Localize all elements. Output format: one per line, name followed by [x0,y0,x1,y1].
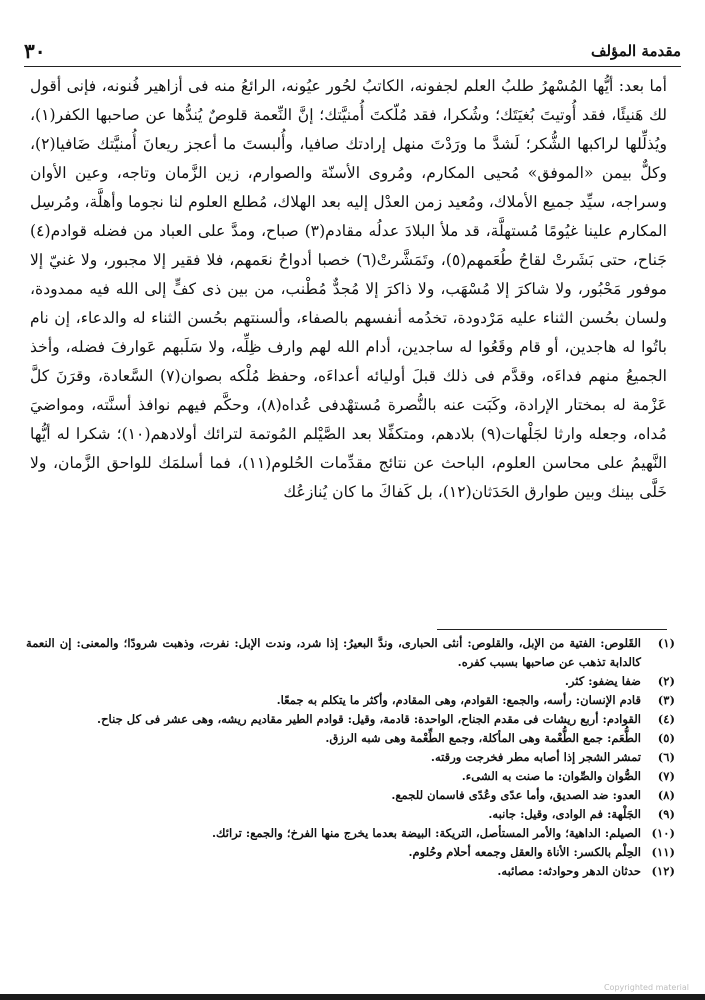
footnote-number: (١١) [651,845,675,859]
footnote-number: (١٠) [651,826,675,840]
footnote [26,672,675,691]
footnote-number: (٢) [657,674,675,688]
footnote-number: (١٢) [651,864,675,878]
footnote-text: القَلوص: الفتية من الإبل، والقلوص: أنثى الحبارى، وندَّ البعيرُ: إذا شرد، وندت الإبل: نفرت، وذهبت شرودًا؛ والمعنى: إن النعمة كالدابة تذهب عن صاحبها بسبب كفره. [26,636,641,669]
footnote [26,729,675,748]
footnote [26,767,675,786]
footnote-number: (١) [657,636,675,650]
footnote-number: (٥) [657,731,675,745]
footnote-number: (٤) [657,712,675,726]
footnote-number: (٣) [657,693,675,707]
footnotes [26,634,675,964]
page-header [24,36,681,66]
footnote [26,691,675,710]
footnote-number: (٩) [657,807,675,821]
footnote-text: القوادم: أربع ريشات فى مقدم الجناح، الواحدة: قادمة، وقيل: قوادم الطير مقاديم ريشه، وهى عشر فى كل جناح. [97,712,641,726]
footnote-text: الصُّوان والصِّوان: ما صنت به الشىء. [461,769,641,783]
footnote-text: العدو: ضد الصديق، وأما عدًى وعُدًى فاسمان للجمع. [391,788,641,802]
footnote-text: الصيلم: الداهية؛ والأمر المستأصل، التريكة: البيضة بعدما يخرج منها الفرخ؛ والجمع: ترائك. [211,826,641,840]
footnote-number: (٨) [657,788,675,802]
footnote-number: (٦) [657,750,675,764]
footnote-text: تمشر الشجر إذا أصابه مطر فخرجت ورقته. [430,750,641,764]
header-divider [24,66,681,67]
footnote [26,748,675,767]
footnote-text: حدثان الدهر وحوادثه: مصائبه. [497,864,641,878]
footnote-text: الطُّعَم: جمع الطُّعْمة وهى المأكلة، وجمع الطِّعْمة وهى شبه الرزق. [325,731,641,745]
copyright-watermark: Copyrighted material [603,983,689,992]
footnote [26,786,675,805]
main-text [30,72,667,612]
footnote-number: (٧) [657,769,675,783]
footnote-text: الحِلْم بالكسر: الأناة والعقل وجمعه أحلام وحُلوم. [408,845,641,859]
footnote-text: قادم الإنسان: رأسه، والجمع: القوادم، وهى المقادم، وأكثر ما يتكلم به جمعًا. [276,693,641,707]
footnote-divider [437,629,667,630]
footnote [26,634,675,672]
body-paragraph: أما بعد: أيُّها المُسْهرُ طلبُ العلم لجفونه، الكاتبُ لحُور عيُونه، الرائعُ منه فى أزاهير فُنونه، فإنى أقول لك هَنيئًا، فقد أُوتيتَ بُغيَتَك؛ وشُكرا، فقد مُلّكتَ أُمنيَّتك؛ إنَّ النِّعمة قلوصٌ يُندُّها عن صاحبها الكفر(١)، ويُذلِّلها لراكبها الشُّكر؛ لَشدَّ ما ورَدْتَ منهل إرادتك صافيا، وأُلبستَ ما أعجز ريعانَ أُمنيَّتك ضَافيا(٢)، وكلٌّ بيمن «الموفق» مُحيى المكارم، ومُروى الأسنّة والصوارم، زين الزَّمان وتاجه، وعين الأوان وسراجه، سيِّد جميع الأملاك، ومُعيد زمن العدْل إليه بعد الهلاك، مُطلع العلوم لنا نجوما وأهلَّة، ومُرسِل المكارم علينا غيُومًا مُستهلَّة، قد ملأ البلادَ عدلُه مقادم(٣) صباح، ومدَّ على العباد من فضله قوادم(٤) جَناح، حتى بَشَرتْ لقاحُ طُعَمهم(٥)، وتَمَشَّرتْ(٦) خصبا أدواحُ نعَمهم، فلا فقير إلا مجبور، ولا غنيّ إلا موفور مَحْبُور، ولا شاكرَ إلا مُسْهَب، ولا ذاكرَ إلا مُجدٌّ مُطْنب، من بين ذى كفٍّ إلى الله فيه ممدودة، ولسان بحُسن الثناء عليه مَرْدودة، تخدُمه أنفسهم بالصفاء، وألسنتهم بحُسن الثناء له والدعاء، إن نام باتُوا له هاجدين، أو قام وقَعُوا له ساجدين، أدام الله لهم وارف ظِلِّه، ولا سَلَبهم عَوارفَ فضله، وأخذ الجميعُ منهم فداءَه، وقدَّم فى ذلك قبلَ أوليائه أعداءَه، وحفظ مُلْكه بصوان(٧) السَّعادة، وقرَنَ كلَّ عَزْمة له بمختار الإرادة، وكَبَت عنه بالنُّصرة مُستهْدفى عُداه(٨)، وحكَّم فيهم نوافذ أسنَّته، ومواضيَ مُداه، وجعله وارثا لجَلْهات(٩) بلادهم، ومتكفِّلا بعد الصَّيْلم المُوتمة لترائك أولادهم(١٠)؛ شكرا له أيُّها النَّهيمُ على محاسن العلوم، الباحث عن نتائج مقدِّمات الحُلوم(١١)، فما أسلمَك للواحق الزَّمان، ولا خَلَّى بينك وبين طوارق الحَدَثان(١٢)، بل كَفاكَ ما كان يُنازعُك [30,77,667,501]
footnote [26,805,675,824]
footnote-text: ضفا يضفو: كثر. [564,674,641,688]
page-number: ٣٠ [24,39,46,63]
page-bottom-edge [0,994,705,1000]
footnote [26,843,675,862]
footnote [26,824,675,843]
footnote-text: الجَلْهة: فم الوادى، وقيل: جانبه. [488,807,641,821]
running-title: مقدمة المؤلف [590,42,681,60]
footnote [26,710,675,729]
footnote [26,862,675,881]
